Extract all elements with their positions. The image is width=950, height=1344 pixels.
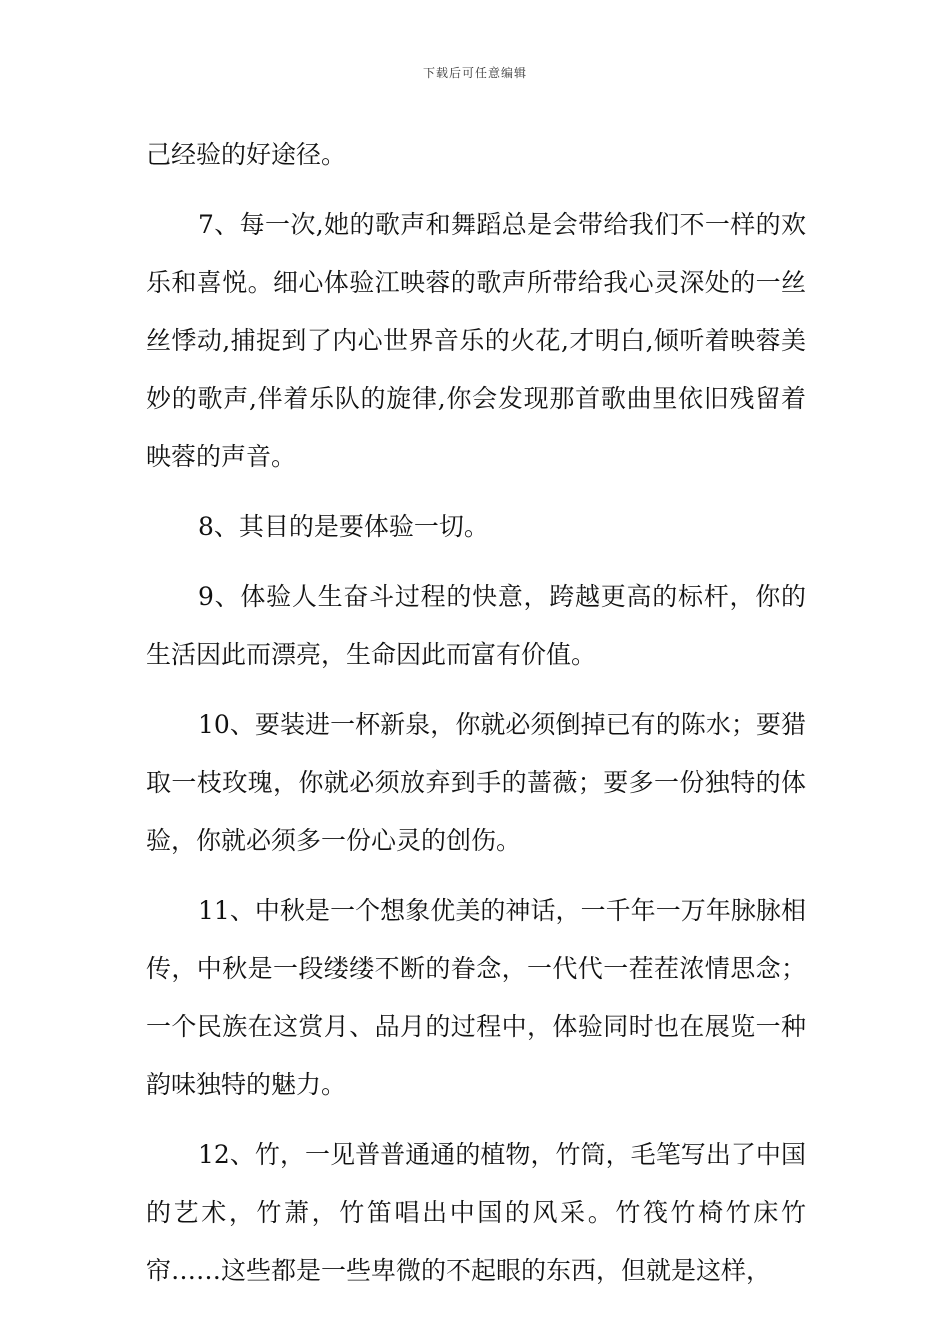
paragraph-6: 11、中秋是一个想象优美的神话，一千年一万年脉脉相传，中秋是一段缕缕不断的眷念，一代代一茬茬浓情思念；一个民族在这赏月、品月的过程中，体验同时也在展览一种韵味独特的魅力。 bbox=[146, 896, 806, 1099]
paragraph-1: 己经验的好途径。 bbox=[146, 140, 347, 169]
paragraph-2: 7、每一次,她的歌声和舞蹈总是会带给我们不一样的欢乐和喜悦。细心体验江映蓉的歌声所带给我心灵深处的一丝丝悸动,捕捉到了内心世界音乐的火花,才明白,倾听着映蓉美妙的歌声,伴着乐队的旋律,你会发现那首歌曲里依旧残留着映蓉的声音。 bbox=[146, 210, 806, 471]
paragraph-7: 12、竹，一见普普通通的植物，竹筒，毛笔写出了中国的艺术，竹萧，竹笛唱出中国的风采。竹筏竹椅竹床竹帘……这些都是一些卑微的不起眼的东西，但就是这样， bbox=[146, 1140, 806, 1285]
paragraph-4: 9、体验人生奋斗过程的快意，跨越更高的标杆，你的生活因此而漂亮，生命因此而富有价值。 bbox=[146, 582, 806, 669]
document-body bbox=[146, 126, 806, 1312]
paragraph-5: 10、要装进一杯新泉，你就必须倒掉已有的陈水；要猎取一枝玫瑰，你就必须放弃到手的蔷薇；要多一份独特的体验，你就必须多一份心灵的创伤。 bbox=[146, 710, 806, 855]
page-header: 下载后可任意编辑 bbox=[422, 66, 527, 80]
paragraph-3: 8、其目的是要体验一切。 bbox=[198, 512, 489, 541]
